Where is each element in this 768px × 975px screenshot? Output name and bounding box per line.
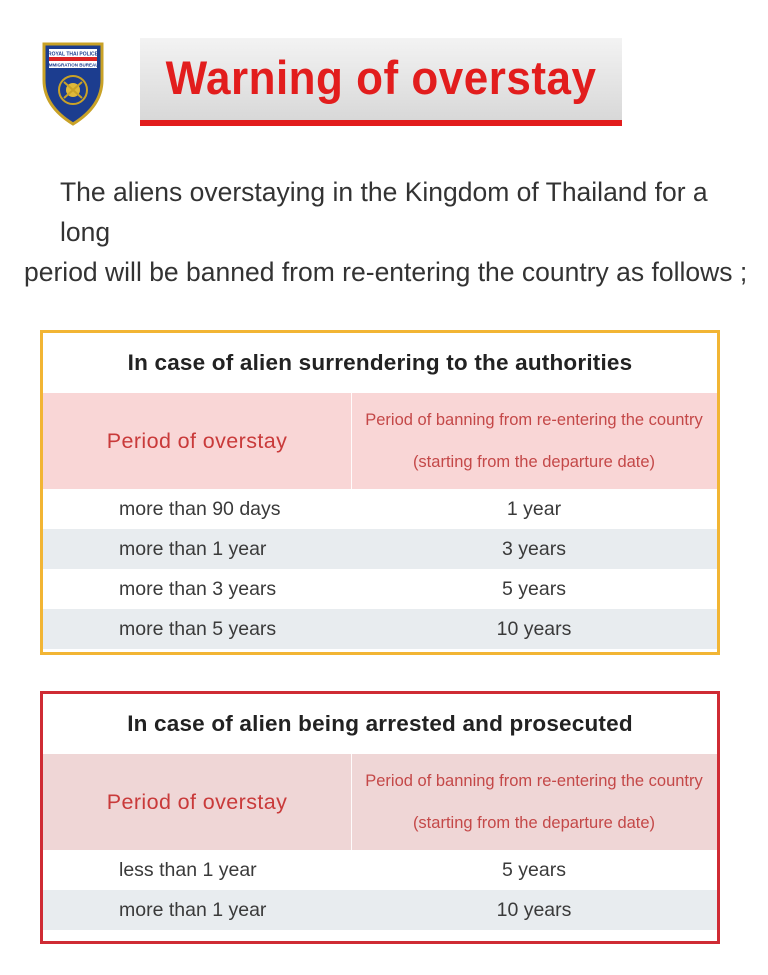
column-header-ban [351, 393, 717, 489]
ban-cell: 1 year [506, 497, 562, 520]
arrest-table-header [43, 754, 717, 850]
column-header-period: Period of overstay [106, 789, 288, 814]
ban-cell: 10 years [496, 898, 572, 921]
period-cell: more than 1 year [119, 898, 267, 921]
svg-text:ROYAL THAI POLICE: ROYAL THAI POLICE [47, 51, 99, 58]
page-title: Warning of overstay [165, 52, 597, 105]
ban-cell: 5 years [502, 858, 566, 881]
table-row [43, 850, 717, 890]
immigration-badge-logo [40, 40, 106, 126]
table-row [43, 890, 717, 930]
period-cell: more than 5 years [119, 617, 277, 640]
table-row [43, 529, 717, 569]
period-cell: more than 90 days [119, 497, 281, 520]
table-row [43, 489, 717, 529]
arrest-table [40, 691, 720, 944]
intro-paragraph [24, 172, 754, 292]
arrest-table-title: In case of alien being arrested and prosecuted [127, 711, 633, 736]
surrender-table-header [43, 393, 717, 489]
ban-cell: 10 years [496, 617, 572, 640]
column-header-period: Period of overstay [106, 428, 288, 453]
surrender-table-title: In case of alien surrendering to the authorities [127, 350, 633, 375]
period-cell: more than 3 years [119, 577, 277, 600]
column-header-ban-line1: Period of banning from re-entering the country [365, 411, 703, 429]
surrender-table [40, 330, 720, 655]
column-header-ban-line2: (starting from the departure date) [412, 814, 656, 832]
table-row [43, 609, 717, 649]
column-header-ban-line1: Period of banning from re-entering the country [365, 772, 703, 790]
column-header-ban [351, 754, 717, 850]
intro-line-2: period will be banned from re-entering the country as follows ; [24, 257, 748, 287]
column-header-ban-line2: (starting from the departure date) [412, 453, 656, 471]
ban-cell: 3 years [502, 537, 566, 560]
ban-cell: 5 years [502, 577, 566, 600]
title-banner [140, 38, 622, 120]
svg-text:IMMIGRATION BUREAU: IMMIGRATION BUREAU [47, 62, 99, 68]
table-row [43, 569, 717, 609]
period-cell: less than 1 year [119, 858, 257, 881]
intro-line-1: The aliens overstaying in the Kingdom of Thailand for a long [60, 177, 708, 247]
period-cell: more than 1 year [119, 537, 267, 560]
